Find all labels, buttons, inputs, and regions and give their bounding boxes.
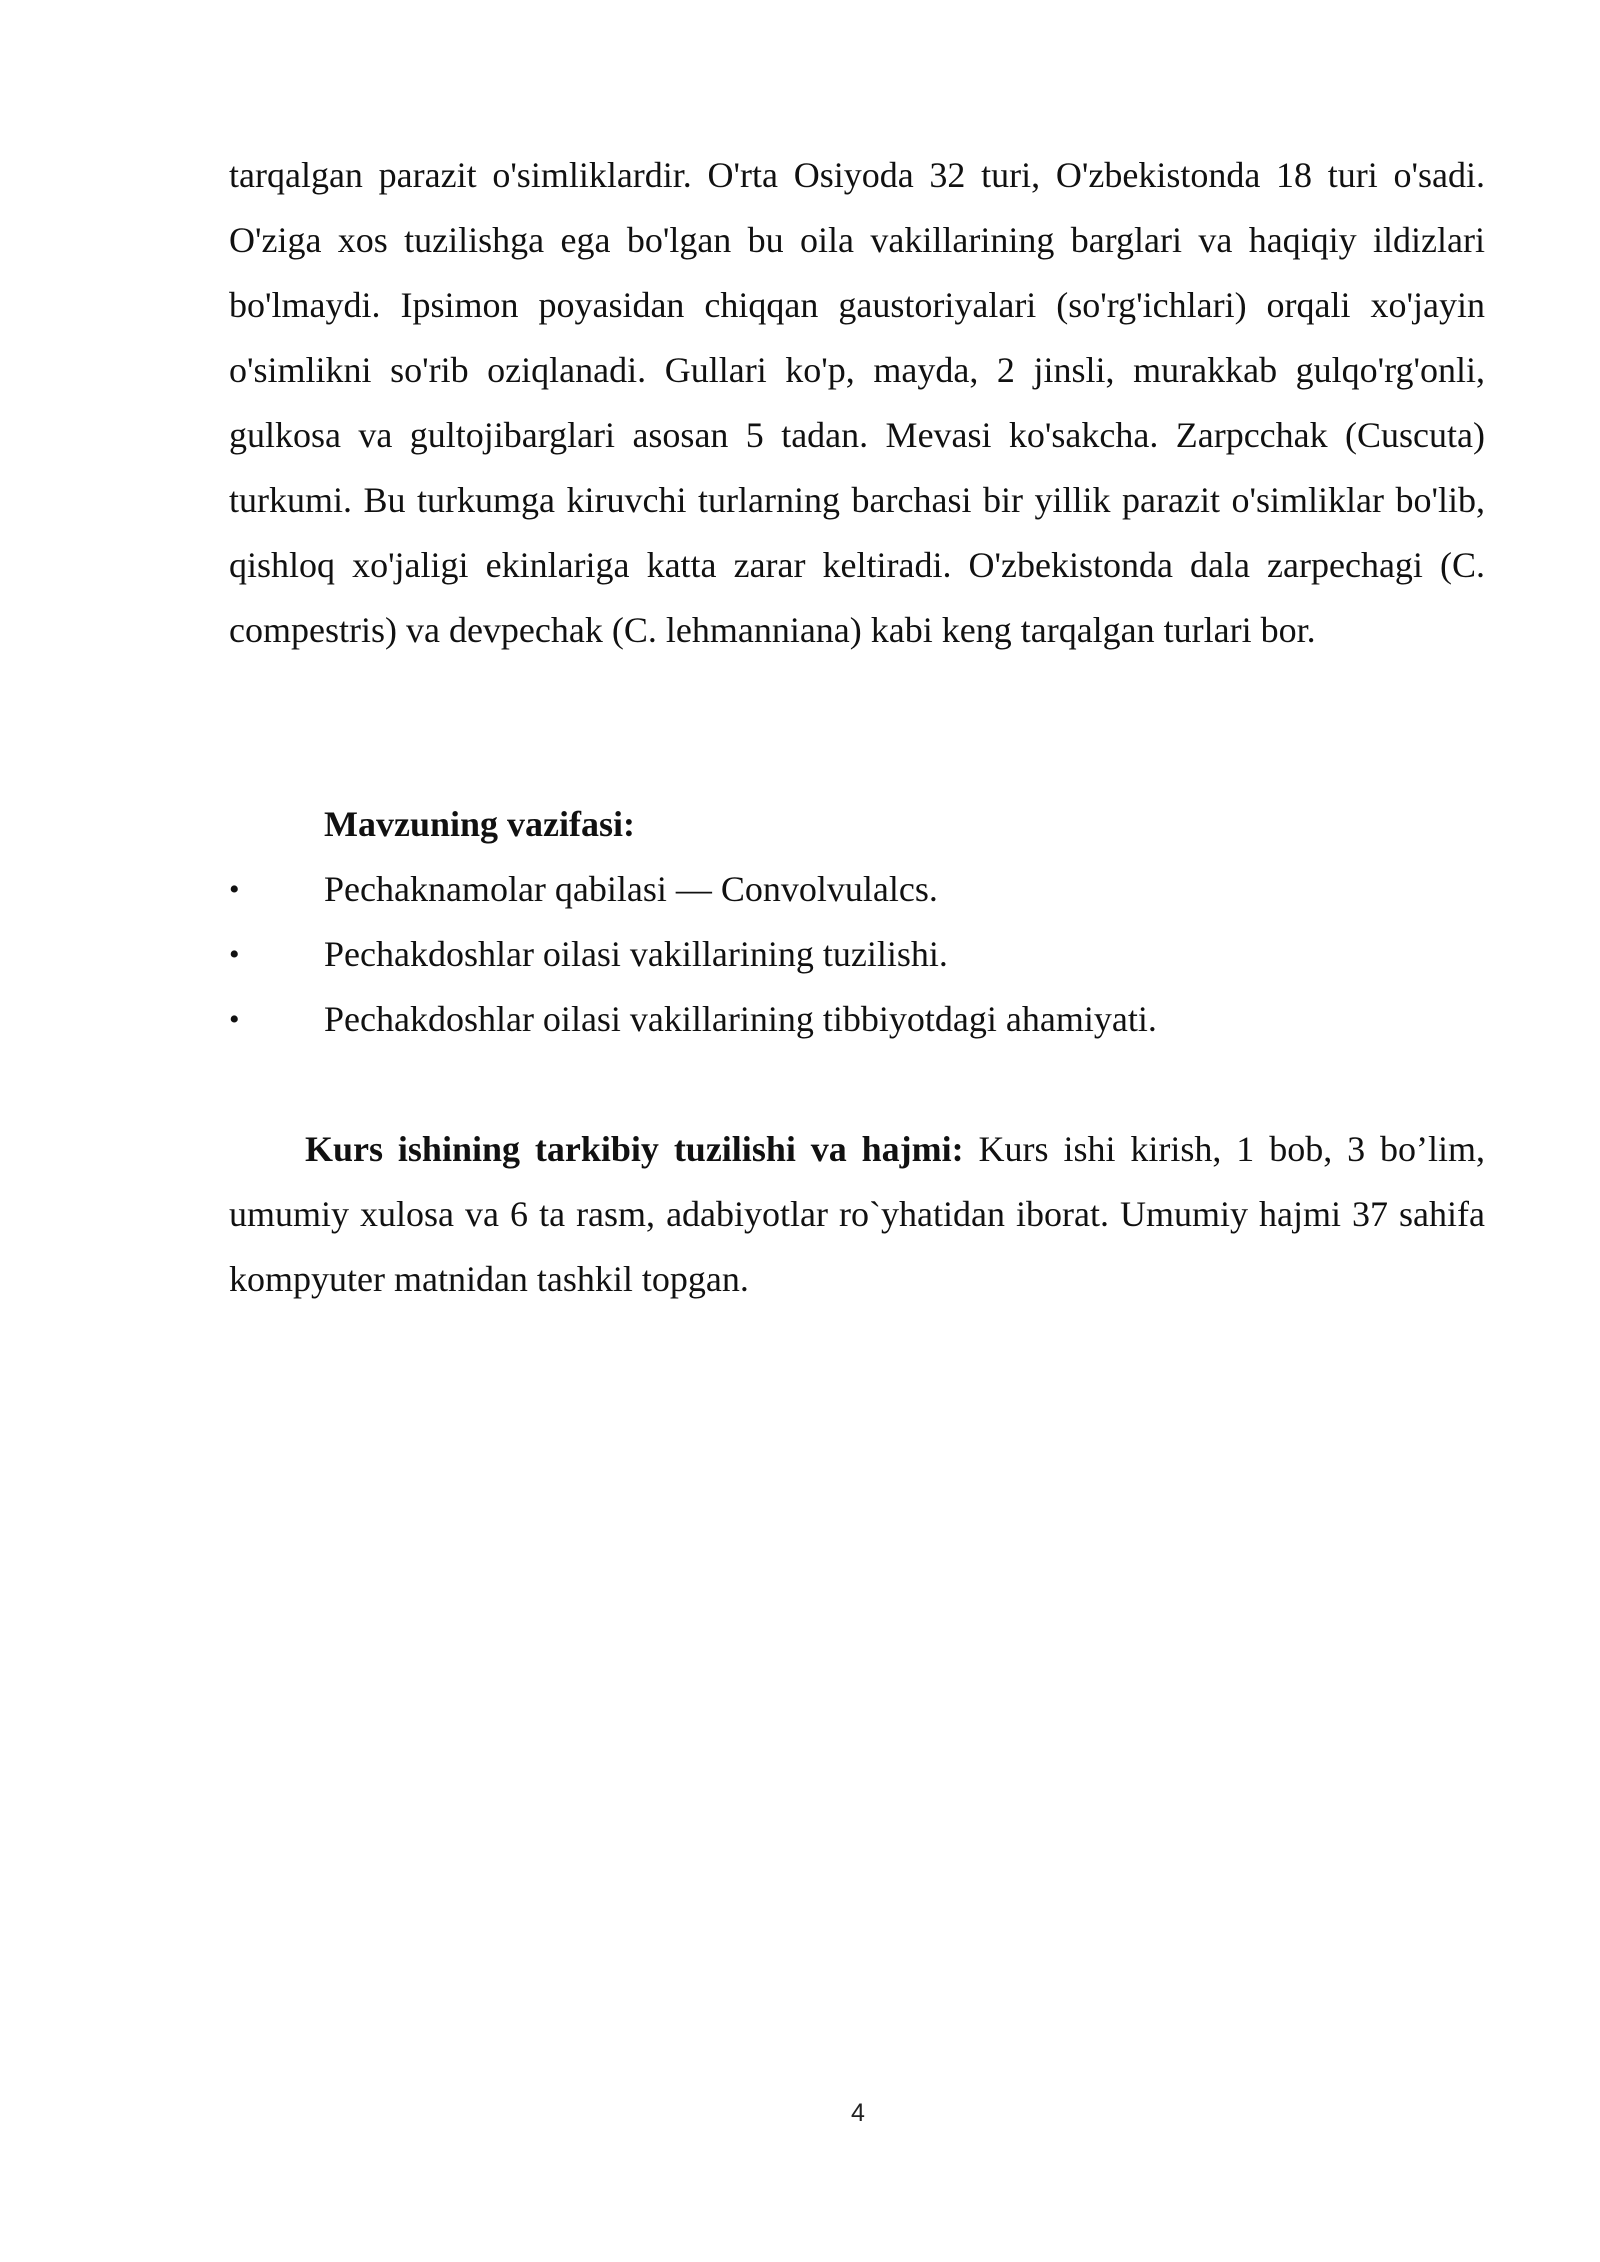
bullet-icon: •	[229, 873, 240, 906]
structure-paragraph	[229, 1117, 1485, 1312]
tasks-heading: Mavzuning vazifasi:	[324, 804, 635, 844]
task-text: Pechakdoshlar oilasi vakillarining tuzilishi.	[324, 934, 948, 974]
intro-paragraph: tarqalgan parazit o'simliklardir. O'rta Osiyoda 32 turi, O'zbekistonda 18 turi o'sadi. O'ziga xos tuzilishga ega bo'lgan bu oila vakillarining barglari va haqiqiy ildizlari bo'lmaydi. Ipsimon poyasidan chiqqan gaustoriyalari (so'rg'ichlari) orqali xo'jayin o'simlikni so'rib oziqlanadi. Gullari ko'p, mayda, 2 jinsli, murakkab gulqo'rg'onli, gulkosa va gultojibarglari asosan 5 tadan. Mevasi ko'sakcha. Zarpcchak (Cuscuta) turkumi. Bu turkumga kiruvchi turlarning barchasi bir yillik parazit o'simliklar bo'lib, qishloq xo'jaligi ekinlariga katta zarar keltiradi. O'zbekistonda dala zarpechagi (C. compestris) va devpechak (C. lehmanniana) kabi keng tarqalgan turlari bor.	[229, 155, 1485, 650]
tasks-list	[229, 857, 1485, 1052]
page-number: 4	[851, 2099, 865, 2127]
structure-label: Kurs ishining tarkibiy tuzilishi va hajmi:	[305, 1129, 964, 1169]
bullet-icon: •	[229, 1003, 240, 1036]
list-item	[229, 857, 1485, 922]
list-item	[229, 922, 1485, 987]
task-text: Pechaknamolar qabilasi — Convolvulalcs.	[324, 869, 938, 909]
bullet-icon: •	[229, 938, 240, 971]
task-text: Pechakdoshlar oilasi vakillarining tibbiyotdagi ahamiyati.	[324, 999, 1157, 1039]
structure-text: Kurs ishi kirish, 1 bob, 3 bo’lim, umumiy xulosa va 6 ta rasm, adabiyotlar ro`yhatidan iborat. Umumiy hajmi 37 sahifa kompyuter matnidan tashkil topgan.	[229, 1129, 1485, 1299]
list-item	[229, 987, 1485, 1052]
